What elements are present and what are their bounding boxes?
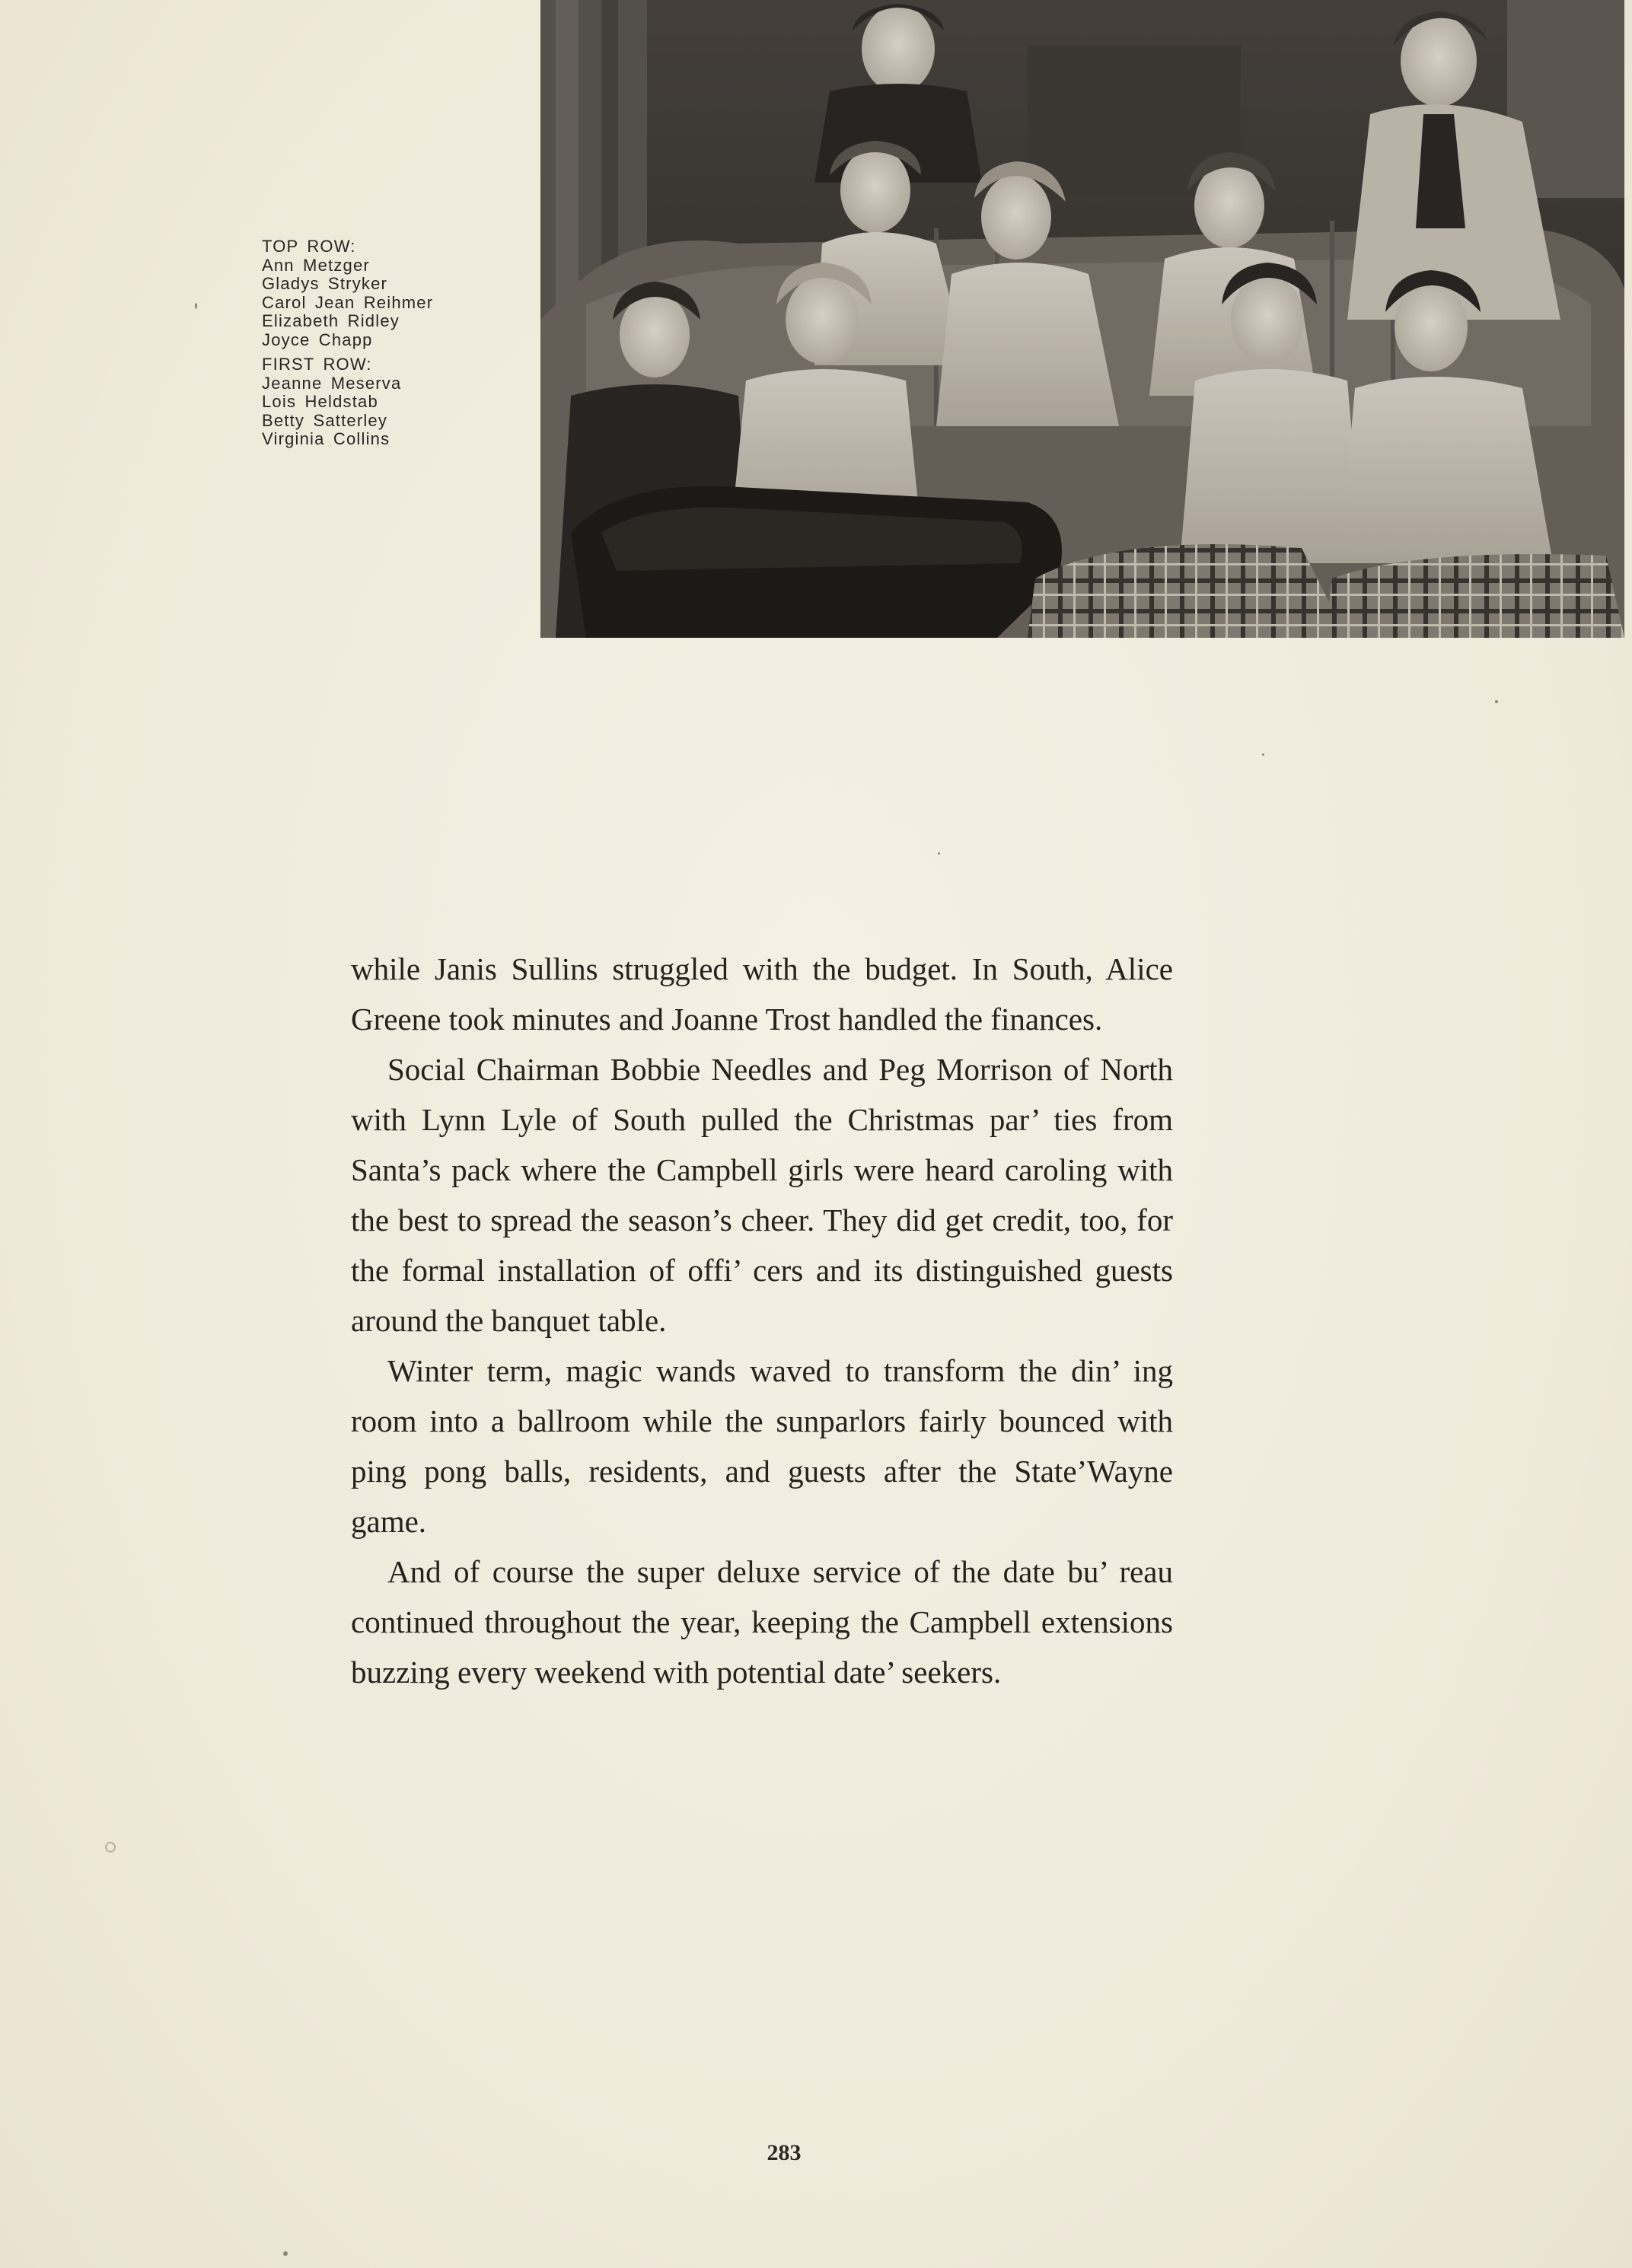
paragraph: And of course the super deluxe service of the date bu’ reau continued throughout the year, keeping the Campbell extensions buzzing every weekend with potential date’ seekers. — [351, 1554, 1173, 1690]
paper-speck — [1495, 700, 1498, 703]
caption-name: Jeanne Meserva — [262, 373, 402, 393]
paragraph: Social Chairman Bobbie Needles and Peg Morrison of North with Lynn Lyle of South pulled the Christmas par’ ties from Santa’s pack where the Campbell girls were heard caroling with the best to spread the season’s cheer. They did get credit, too, for the formal installation of offi’ cers and its distinguished guests around the banquet table. — [351, 1052, 1173, 1338]
caption-top-row-heading: TOP ROW: — [262, 237, 356, 256]
caption-first-row — [262, 355, 513, 449]
paper-speck — [283, 2251, 288, 2256]
caption-name: Lois Heldstab — [262, 392, 378, 411]
paper-speck — [938, 852, 940, 855]
paragraph: Winter term, magic wands waved to transform the din’ ing room into a ballroom while the sunparlors fairly bounced with ping pong balls, residents, and guests after the State’Wayne game. — [351, 1353, 1173, 1539]
caption-name: Joyce Chapp — [262, 330, 373, 349]
caption-top-row — [262, 237, 513, 349]
group-photograph — [540, 0, 1624, 638]
caption-name: Virginia Collins — [262, 429, 390, 448]
paper-speck — [195, 303, 197, 309]
caption-first-row-heading: FIRST ROW: — [262, 355, 372, 374]
paper-speck — [1262, 753, 1264, 756]
caption-name: Ann Metzger — [262, 255, 370, 275]
photo-caption — [262, 237, 513, 449]
caption-name: Carol Jean Reihmer — [262, 292, 434, 312]
page-number: 283 — [767, 2140, 802, 2165]
paper-speck — [105, 1842, 116, 1852]
article-body — [351, 944, 1173, 1697]
photograph-illustration — [540, 0, 1624, 638]
paragraph: while Janis Sullins struggled with the budget. In South, Alice Greene took minutes and Joanne Trost handled the finances. — [351, 951, 1173, 1037]
caption-name: Gladys Stryker — [262, 274, 388, 293]
caption-name: Elizabeth Ridley — [262, 311, 400, 330]
caption-name: Betty Satterley — [262, 410, 388, 430]
